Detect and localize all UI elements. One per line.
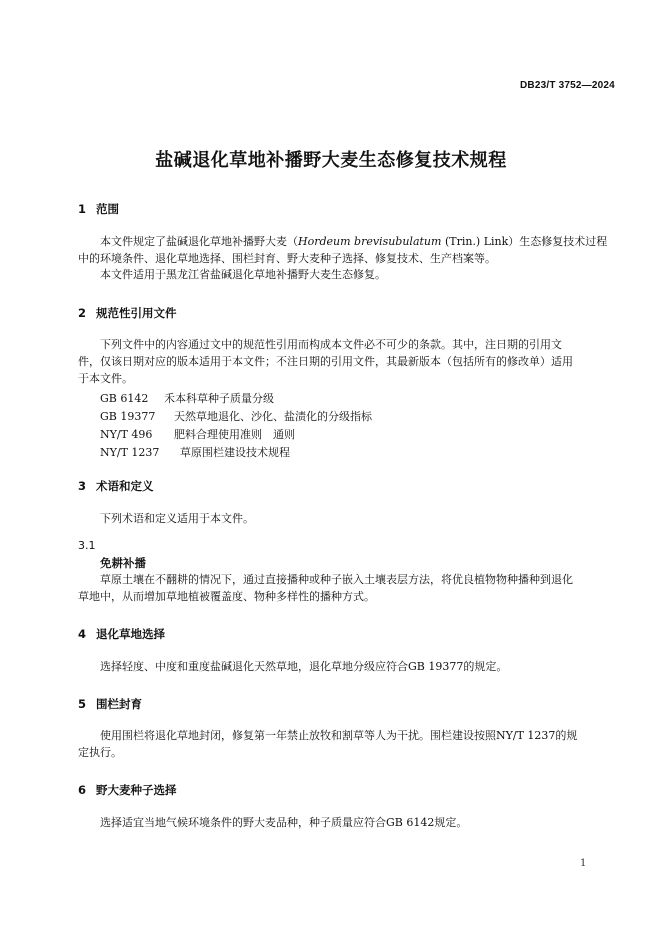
- reference-item: [100, 426, 295, 442]
- reference-name: 肥料合理使用准则 通则: [174, 428, 295, 441]
- section-1-paragraph-1-line-2: 中的环境条件、退化草地选择、围栏封育、野大麦种子选择、修复技术、生产档案等。: [78, 252, 496, 265]
- term-definition-line-2: 草地中，从而增加草地植被覆盖度、物种多样性的播种方式。: [78, 590, 375, 603]
- section-3-heading: [78, 478, 154, 494]
- reference-item: [100, 408, 372, 424]
- document-title: 盐碱退化草地补播野大麦生态修复技术规程: [155, 150, 507, 171]
- reference-name: 天然草地退化、沙化、盐渍化的分级指标: [174, 410, 372, 423]
- reference-code: NY/T 496: [100, 428, 153, 441]
- section-6-paragraph: 选择适宜当地气候环境条件的野大麦品种，种子质量应符合GB 6142规定。: [100, 816, 468, 829]
- section-4-heading: [78, 626, 165, 642]
- section-3-paragraph: 下列术语和定义适用于本文件。: [100, 512, 254, 525]
- section-title: 范围: [96, 202, 119, 216]
- reference-name: 草原围栏建设技术规程: [180, 446, 290, 459]
- latin-species-name: Hordeum brevisubulatum: [298, 235, 442, 248]
- section-1-paragraph-1-line-1: [100, 233, 607, 251]
- section-number: 5: [78, 697, 87, 711]
- text-run: (Trin.) Link）生态修复技术过程: [441, 235, 608, 248]
- section-4-paragraph: 选择轻度、中度和重度盐碱退化天然草地，退化草地分级应符合GB 19377的规定。: [100, 660, 508, 673]
- document-number: DB23/T 3752—2024: [520, 80, 615, 91]
- section-title: 围栏封育: [96, 697, 142, 711]
- section-6-heading: [78, 782, 177, 798]
- section-2-heading: [78, 305, 177, 321]
- section-title: 规范性引用文件: [96, 306, 177, 320]
- section-number: 2: [78, 306, 87, 320]
- section-number: 1: [78, 202, 87, 216]
- subsection-number: 3.1: [78, 539, 96, 552]
- section-2-paragraph-line-3: 于本文件。: [78, 372, 133, 385]
- reference-name: 禾本科草种子质量分级: [164, 392, 274, 405]
- section-title: 退化草地选择: [96, 627, 165, 641]
- reference-code: NY/T 1237: [100, 446, 160, 459]
- section-2-paragraph-line-2: 件，仅该日期对应的版本适用于本文件；不注日期的引用文件，其最新版本（包括所有的修改单）适用: [78, 355, 573, 368]
- section-5-paragraph-line-1: 使用围栏将退化草地封闭，修复第一年禁止放牧和割草等人为干扰。围栏建设按照NY/T 1237的规: [100, 729, 578, 742]
- section-number: 6: [78, 783, 87, 797]
- section-title: 野大麦种子选择: [96, 783, 177, 797]
- term-heading: 免耕补播: [100, 556, 146, 570]
- reference-code: GB 6142: [100, 392, 149, 405]
- section-number: 4: [78, 627, 87, 641]
- section-5-paragraph-line-2: 定执行。: [78, 746, 122, 759]
- reference-code: GB 19377: [100, 410, 156, 423]
- section-5-heading: [78, 696, 142, 712]
- reference-item: [100, 444, 290, 460]
- section-2-paragraph-line-1: 下列文件中的内容通过文中的规范性引用而构成本文件必不可少的条款。其中，注日期的引用文: [100, 338, 562, 351]
- section-title: 术语和定义: [96, 479, 154, 493]
- section-1-paragraph-2: 本文件适用于黑龙江省盐碱退化草地补播野大麦生态修复。: [100, 268, 386, 281]
- page-number: 1: [580, 858, 587, 869]
- text-run: 本文件规定了盐碱退化草地补播野大麦（: [100, 235, 298, 248]
- reference-item: [100, 390, 274, 406]
- section-1-heading: [78, 201, 119, 217]
- term-definition-line-1: 草原土壤在不翻耕的情况下，通过直接播种或种子嵌入土壤表层方法，将优良植物物种播种到退化: [100, 573, 573, 586]
- section-number: 3: [78, 479, 87, 493]
